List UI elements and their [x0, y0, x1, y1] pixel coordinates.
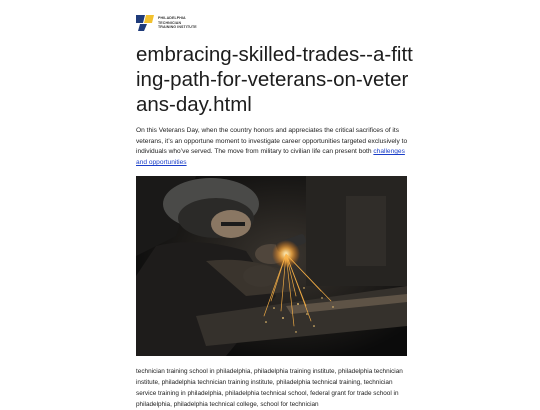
- challenges-link[interactable]: challenges and opportunities: [136, 148, 405, 167]
- logo-line-3: TRAINING INSTITUTE: [158, 25, 197, 30]
- logo-line-1: PHILADELPHIA: [158, 16, 186, 21]
- logo-wordmark: [158, 16, 197, 29]
- keyword-tags: technician training school in philadelphia, philadelphia training institute, philadelphia technician institute, philadelphia technician training institute, philadelphia technical training, technician service training in philadelphia, philadelphia technical school, federal grant for trade school in philadelphia, philadelphia technical college, school for technician: [136, 368, 403, 408]
- page-title: embracing-skilled-trades--a-fitting-path-for-veterans-on-veterans-day.html: [136, 43, 413, 116]
- logo-mark-icon: [136, 14, 154, 32]
- intro-text: On this Veterans Day, when the country honors and appreciates the critical sacrifices of its veterans, it’s an opportune moment to investigate career opportunities targeted exclusively to individuals who’ve served. The move from military to civilian life can present both: [136, 127, 408, 156]
- intro-paragraph: [136, 126, 408, 169]
- welder-photo: [136, 176, 407, 356]
- logo-line-2: TECHNICIAN: [158, 20, 182, 25]
- site-logo[interactable]: [136, 14, 197, 32]
- hero-image: [136, 176, 407, 356]
